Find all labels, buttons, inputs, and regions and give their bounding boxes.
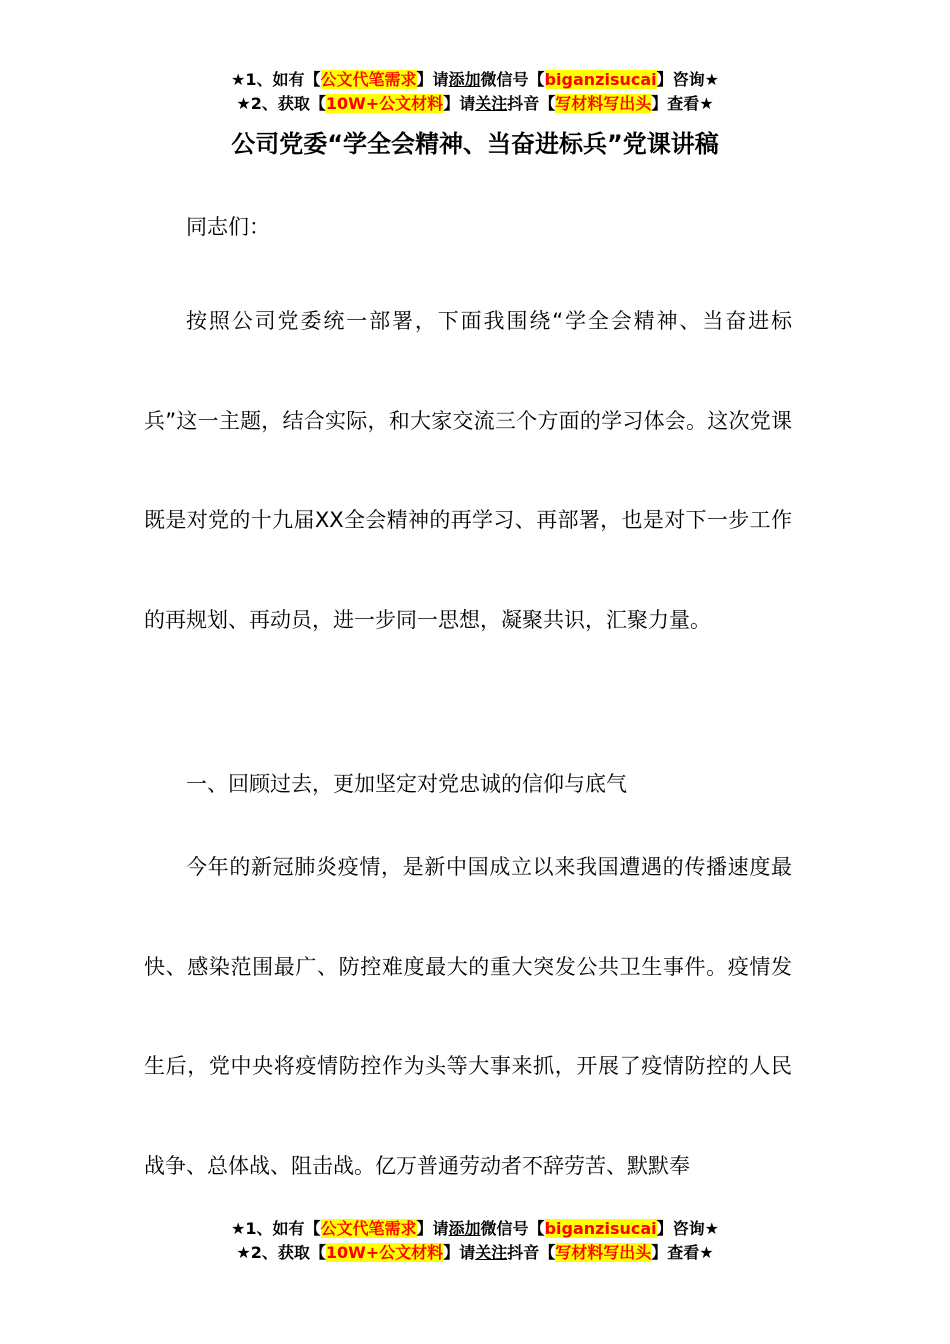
notice-line-2 [0,92,950,116]
notice-text: ★2、获取【 [236,1243,326,1262]
highlight-service: 公文代笔需求 [320,1219,417,1238]
notice-text: 】咨询★ [656,1219,719,1238]
header-notice [0,68,950,116]
document-title: 公司党委“学全会精神、当奋进标兵”党课讲稿 [231,130,719,158]
highlight-douyin-account: 写材料写出头 [555,1243,652,1262]
highlight-wechat-id: biganzisucai [544,1219,657,1238]
notice-text: 抖音【 [507,94,556,113]
paragraph-intro: 按照公司党委统一部署，下面我围绕“学全会精神、当奋进标兵”这一主题，结合实际，和大家交流三个方面的学习体会。这次党课既是对党的十九届XX全会精神的再学习、再部署，也是对下一步工作的再规划、再动员，进一步同一思想，凝聚共识，汇聚力量。 [144,309,792,632]
notice-line-2 [0,1241,950,1265]
notice-text: 抖音【 [507,1243,556,1262]
notice-text: 】请 [443,1243,476,1262]
notice-text: 】咨询★ [656,70,719,89]
notice-text: 】请 [443,94,476,113]
underlined-word: 添加 [448,70,481,89]
underlined-word: 关注 [475,1243,508,1262]
notice-line-1 [0,1217,950,1241]
notice-text: 】查看★ [651,94,714,113]
notice-text: 】请 [416,1219,449,1238]
notice-text: ★2、获取【 [236,94,326,113]
underlined-word: 添加 [448,1219,481,1238]
paragraph-section-1: 今年的新冠肺炎疫情，是新中国成立以来我国遭遇的传播速度最快、感染范围最广、防控难度最大的重大突发公共卫生事件。疫情发生后，党中央将疫情防控作为头等大事来抓，开展了疫情防控的人民战争、总体战、阻击战。亿万普通劳动者不辞劳苦、默默奉 [144,855,792,1178]
notice-text: 】查看★ [651,1243,714,1262]
section-heading-1: 一、回顾过去，更加坚定对党忠诚的信仰与底气 [186,772,627,796]
notice-text: 微信号【 [480,1219,545,1238]
notice-text: ★1、如有【 [231,1219,321,1238]
highlight-wechat-id: biganzisucai [544,70,657,89]
highlight-douyin-account: 写材料写出头 [555,94,652,113]
highlight-materials: 10W+公文材料 [325,94,444,113]
footer-notice [0,1217,950,1265]
notice-line-1 [0,68,950,92]
highlight-service: 公文代笔需求 [320,70,417,89]
notice-text: 】请 [416,70,449,89]
underlined-word: 关注 [475,94,508,113]
highlight-materials: 10W+公文材料 [325,1243,444,1262]
notice-text: ★1、如有【 [231,70,321,89]
greeting: 同志们： [186,215,270,239]
notice-text: 微信号【 [480,70,545,89]
